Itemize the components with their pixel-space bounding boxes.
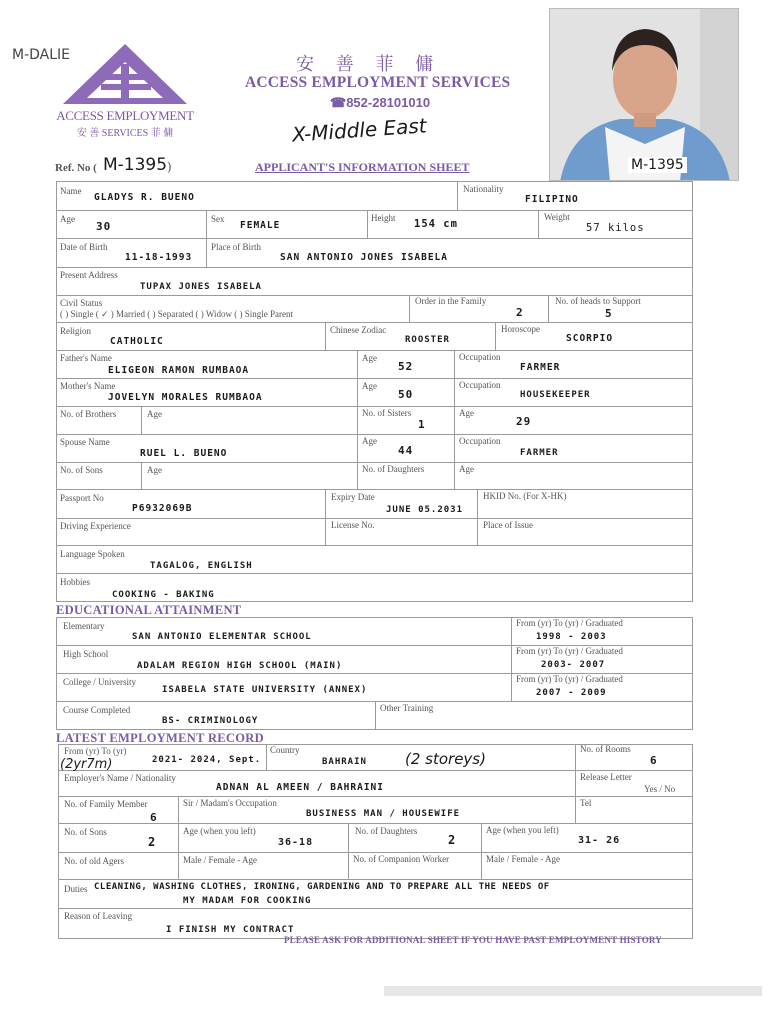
brothers-age-label: Age (147, 409, 162, 419)
license-label: License No. (331, 520, 375, 530)
logo-subtext: 安 善 SERVICES 菲 傭 (76, 128, 174, 139)
college-years-value: 2007 - 2009 (536, 688, 607, 698)
elementary-years-value: 1998 - 2003 (536, 632, 607, 642)
emp-sons-label: No. of Sons (64, 827, 107, 837)
employer-value: ADNAN AL AMEEN / BAHRAINI (216, 782, 384, 793)
nationality-label: Nationality (463, 184, 504, 194)
hobbies-value: COOKING - BAKING (112, 590, 215, 600)
companion-label: No. of Companion Worker (353, 854, 450, 864)
logo-text: ACCESS EMPLOYMENT (56, 108, 194, 123)
language-value: TAGALOG, ENGLISH (150, 561, 253, 571)
language-label: Language Spoken (60, 549, 125, 559)
employer-label: Employer's Name / Nationality (64, 773, 176, 783)
zodiac-value: ROOSTER (405, 335, 450, 345)
name-label: Name (60, 186, 82, 196)
sex-label: Sex (211, 214, 225, 224)
duties-line-2: MY MADAM FOR COOKING (183, 896, 312, 906)
spouse-occupation-value: FARMER (520, 448, 559, 458)
photo-tag: M-1395 (628, 157, 687, 173)
driving-label: Driving Experience (60, 521, 131, 531)
ref-number: M-1395 (103, 155, 168, 175)
handwritten-destination: X-Middle East (291, 113, 428, 147)
elementary-label: Elementary (63, 621, 105, 631)
sons-label: No. of Sons (60, 465, 103, 475)
college-value: ISABELA STATE UNIVERSITY (ANNEX) (162, 685, 368, 695)
storeys-note: (2 storeys) (405, 750, 486, 768)
companion-gender-label: Male / Female - Age (486, 854, 560, 864)
sir-madam-occupation-value: BUSINESS MAN / HOUSEWIFE (306, 809, 461, 819)
emp-daughters-age-value: 31- 26 (578, 835, 621, 846)
passport-value: P6932069B (132, 503, 193, 514)
sister-age-value: 29 (516, 415, 532, 428)
pob-label: Place of Birth (211, 242, 261, 252)
mother-label: Mother's Name (60, 381, 116, 391)
elementary-years-label: From (yr) To (yr) / Graduated (516, 618, 623, 628)
old-agers-gender-label: Male / Female - Age (183, 855, 257, 865)
leaving-label: Reason of Leaving (64, 911, 132, 921)
release-letter-options: Yes / No (644, 784, 676, 794)
height-value: 154 cm (414, 218, 458, 230)
highschool-value: ADALAM REGION HIGH SCHOOL (MAIN) (137, 661, 343, 671)
father-label: Father's Name (60, 353, 112, 363)
nationality-value: FILIPINO (525, 194, 579, 205)
heads-value: 5 (605, 307, 613, 320)
emp-sons-value: 2 (148, 835, 157, 849)
mother-value: JOVELYN MORALES RUMBAOA (108, 392, 263, 403)
heads-label: No. of heads to Support (555, 296, 641, 306)
rooms-label: No. of Rooms (580, 744, 631, 754)
sons-age-label: Age (147, 465, 162, 475)
spouse-label: Spouse Name (60, 437, 110, 447)
corner-note: M-DALIE (12, 47, 71, 63)
father-occupation-value: FARMER (520, 362, 561, 373)
age-value: 30 (96, 220, 112, 233)
country-value: BAHRAIN (322, 757, 367, 767)
employment-years-value: 2021- 2024, Sept. (152, 755, 262, 765)
dob-value: 11-18-1993 (125, 252, 193, 263)
college-years-label: From (yr) To (yr) / Graduated (516, 674, 623, 684)
duties-label: Duties (64, 884, 88, 894)
highschool-years-value: 2003- 2007 (541, 660, 606, 670)
weight-label: Weight (544, 212, 570, 222)
education-heading: EDUCATIONAL ATTAINMENT (56, 603, 242, 617)
family-member-value: 6 (150, 811, 158, 824)
sir-madam-occupation-label: Sir / Madam's Occupation (183, 798, 277, 808)
height-label: Height (371, 213, 396, 223)
name-value: GLADYS R. BUENO (94, 192, 195, 203)
age-label: Age (60, 214, 75, 224)
spouse-age-label: Age (362, 436, 377, 446)
emp-sons-age-value: 36-18 (278, 837, 314, 848)
leaving-value: I FINISH MY CONTRACT (166, 925, 295, 935)
emp-daughters-age-label: Age (when you left) (486, 825, 559, 835)
address-value: TUPAX JONES ISABELA (140, 282, 262, 292)
father-occupation-label: Occupation (459, 352, 501, 362)
highschool-label: High School (63, 649, 109, 659)
mother-occupation-label: Occupation (459, 380, 501, 390)
father-value: ELIGEON RAMON RUMBAOA (108, 365, 250, 376)
order-value: 2 (516, 306, 524, 319)
employment-duration-note: (2yr7m) (60, 757, 113, 772)
expiry-value: JUNE 05.2031 (386, 505, 464, 515)
emp-daughters-label: No. of Daughters (355, 826, 418, 836)
sex-value: FEMALE (240, 220, 281, 231)
expiry-label: Expiry Date (331, 492, 375, 502)
sheet-title: APPLICANT'S INFORMATION SHEET (255, 160, 470, 174)
emp-daughters-value: 2 (448, 833, 457, 847)
civil-status-options: ( ) Single ( ✓ ) Married ( ) Separated ( ) Widow ( ) Single Parent (60, 309, 293, 319)
hkid-label: HKID No. (For X-HK) (483, 491, 567, 501)
daughters-label: No. of Daughters (362, 464, 425, 474)
company-phone: ☎852-28101010 (330, 95, 431, 110)
rooms-value: 6 (650, 754, 658, 767)
course-value: BS- CRIMINOLOGY (162, 716, 259, 726)
zodiac-label: Chinese Zodiac (330, 325, 387, 335)
country-label: Country (270, 745, 300, 755)
horoscope-label: Horoscope (501, 324, 540, 334)
dob-label: Date of Birth (60, 242, 108, 252)
spouse-age-value: 44 (398, 444, 414, 457)
old-agers-label: No. of old Agers (64, 856, 124, 866)
tel-label: Tel (580, 798, 592, 808)
sisters-label: No. of Sisters (362, 408, 412, 418)
mother-age-label: Age (362, 381, 377, 391)
civil-status-label: Civil Status (60, 298, 103, 308)
brothers-label: No. of Brothers (60, 409, 117, 419)
sister-age-label: Age (459, 408, 474, 418)
duties-line-1: CLEANING, WASHING CLOTHES, IRONING, GARDENING AND TO PREPARE ALL THE NEEDS OF (94, 882, 550, 892)
chinese-title: 安 善 菲 傭 (296, 54, 442, 75)
company-logo (55, 40, 195, 139)
college-label: College / University (63, 677, 136, 687)
employment-heading: LATEST EMPLOYMENT RECORD (56, 731, 264, 745)
footer-note: PLEASE ASK FOR ADDITIONAL SHEET IF YOU HAVE PAST EMPLOYMENT HISTORY (284, 935, 663, 945)
religion-label: Religion (60, 326, 91, 336)
weight-value: 57 kilos (586, 222, 645, 234)
spouse-value: RUEL L. BUENO (140, 448, 228, 459)
training-label: Other Training (380, 703, 434, 713)
issue-label: Place of Issue (483, 520, 533, 530)
employment-years-label: From (yr) To (yr) (64, 746, 127, 756)
sisters-value: 1 (418, 418, 426, 431)
order-label: Order in the Family (415, 296, 487, 306)
daughters-age-label: Age (459, 464, 474, 474)
father-age-value: 52 (398, 360, 414, 373)
company-name: ACCESS EMPLOYMENT SERVICES (245, 74, 511, 91)
emp-sons-age-label: Age (when you left) (183, 826, 256, 836)
highschool-years-label: From (yr) To (yr) / Graduated (516, 646, 623, 656)
ref-label: Ref. No ( (55, 162, 97, 174)
passport-label: Passport No (60, 493, 104, 503)
release-letter-label: Release Letter (580, 772, 632, 782)
mother-age-value: 50 (398, 388, 414, 401)
religion-value: CATHOLIC (110, 336, 164, 347)
hobbies-label: Hobbies (60, 577, 90, 587)
spouse-occupation-label: Occupation (459, 436, 501, 446)
horoscope-value: SCORPIO (566, 333, 614, 344)
logo-mark-icon (55, 40, 195, 108)
course-label: Course Completed (63, 705, 131, 715)
father-age-label: Age (362, 353, 377, 363)
applicant-photo (549, 8, 739, 181)
pob-value: SAN ANTONIO JONES ISABELA (280, 252, 448, 263)
scan-edge (384, 986, 762, 996)
address-label: Present Address (60, 270, 118, 280)
ref-close: ) (167, 160, 172, 174)
mother-occupation-value: HOUSEKEEPER (520, 390, 591, 400)
applicant-portrait-icon (550, 9, 739, 181)
elementary-value: SAN ANTONIO ELEMENTAR SCHOOL (132, 632, 312, 642)
family-member-label: No. of Family Member (64, 799, 148, 809)
